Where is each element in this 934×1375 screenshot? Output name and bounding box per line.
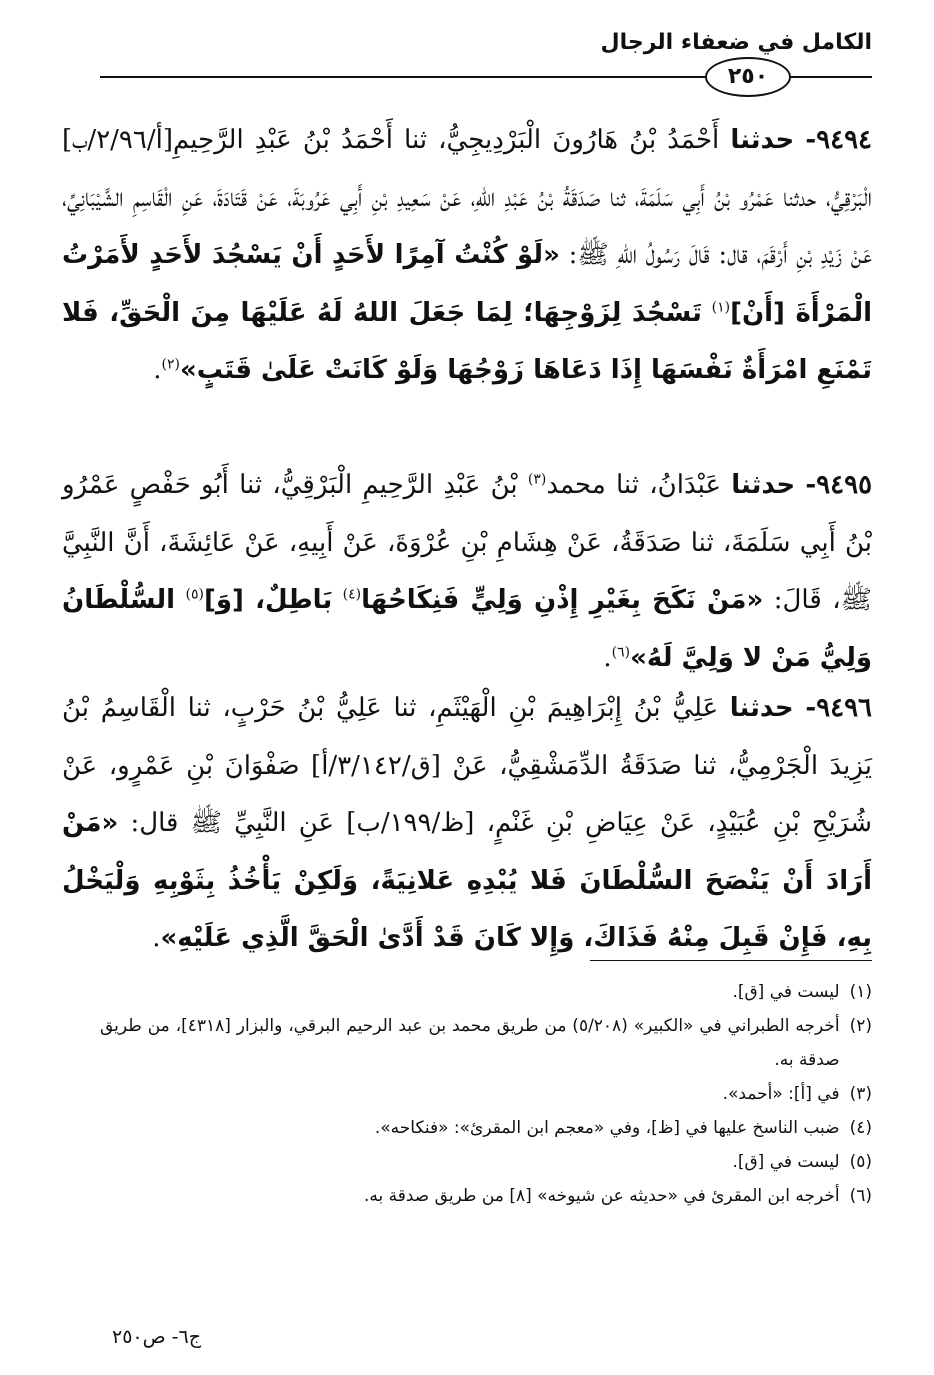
footnote-text: ضبب الناسخ عليها في [ظ]، وفي «معجم ابن المقرئ»: «فنكاحه». [374, 1118, 840, 1138]
hadith-matn-continued: السُّلْطَانُ وَلِيُّ مَنْ لا وَلِيَّ لَهُ» [62, 585, 872, 673]
hadith-matn: «لَوْ كُنْتُ آمِرًا لأَحَدٍ أَنْ يَسْجُدَ لأَحَدٍ لأَمَرْتُ الْمَرْأَةَ [أَنْ] [62, 240, 872, 328]
footnote-marker: (٤) [342, 586, 362, 603]
hadith-matn: «مَنْ نَكَحَ بِغَيْرِ إِذْنِ وَلِيٍّ فَنِكَاحُهَا [361, 585, 764, 615]
footnote-number: (١) [849, 982, 872, 1002]
footnote-number: (٥) [849, 1152, 872, 1172]
footnote-text: أخرجه ابن المقرئ في «حديثه عن شيوخه» [٨] من طريق صدقة به. [363, 1186, 840, 1206]
hadith-isnad: عَلِيُّ بْنُ إِبْرَاهِيمَ بْنِ الْهَيْثَمِ، ثنا عَلِيُّ بْنُ حَرْبٍ، ثنا الْقَاسِمُ بْنُ يَزِيدَ الْجَرْمِيُّ، ثنا صَدَقَةُ الدِّمَشْقِيُّ، عَنْ [ق/٣/١٤٢/أ] صَفْوَانَ بْنِ عَمْرٍو، عَنْ شُرَيْحِ بْنِ عُبَيْدٍ، عَنْ عِيَاضِ بْنِ غَنْمٍ، [ظ/١٩٩/ب] عَنِ النَّبِيِّ ﷺ قال: [62, 693, 872, 838]
footnote-marker: (١) [711, 298, 731, 315]
hadith-ending: . [153, 355, 162, 385]
hadith-text [62, 112, 872, 400]
hadith-ending: . [152, 923, 161, 953]
footnote-marker: (٥) [185, 586, 204, 603]
footnote [100, 1009, 872, 1077]
hadith-number: ٩٤٩٦- [805, 693, 872, 723]
hadith-lead-word: حدثنا [730, 125, 795, 155]
footnotes-rule [590, 960, 872, 961]
hadith-lead-word: حدثنا [731, 470, 796, 500]
footnotes [100, 975, 872, 1213]
footnote-marker: (٦) [611, 643, 631, 660]
hadith-ending: . [603, 642, 612, 673]
footnote [100, 975, 872, 1009]
hadith-matn-continued: بَاطِلٌ، [وَ] [203, 585, 333, 615]
hadith-matn: «مَنْ أَرَادَ أَنْ يَنْصَحَ السُّلْطَانَ فَلا يُبْدِهِ عَلانِيَةً، وَلَكِنْ يَأْخُذُ بِثَوْبِهِ وَلْيَخْلُ بِهِ، فَإِنْ قَبِلَ مِنْهُ فَذَاكَ، وَإِلا كَانَ قَدْ أَدَّىٰ الْحَقَّ الَّذِي عَلَيْهِ» [62, 808, 872, 953]
hadith-isnad-continued: بْنُ عَبْدِ الرَّحِيمِ الْبَرْقِيُّ، ثنا أَبُو حَفْصٍ عَمْرُو بْنُ أَبِي سَلَمَةَ، ثنا صَدَقَةُ، عَنْ هِشَامِ بْنِ عُرْوَةَ، عَنْ أَبِيهِ، عَنْ عَائِشَةَ، أَنَّ النَّبِيَّ ﷺ، قَالَ: [62, 470, 873, 615]
hadith-number: ٩٤٩٥- [805, 470, 873, 500]
footnote [100, 1111, 872, 1145]
hadith-number: ٩٤٩٤- [805, 125, 873, 155]
footnote [100, 1145, 872, 1179]
hadith-text [62, 680, 872, 968]
hadith-9494 [62, 112, 872, 400]
footnote-text: ليست في [ق]. [732, 1152, 840, 1172]
footnote-text: في [أ]: «أحمد». [722, 1084, 840, 1104]
hadith-isnad: أَحْمَدُ بْنُ هَارُونَ الْبَرْدِيجِيُّ، ثنا أَحْمَدُ بْنُ عَبْدِ الرَّحِيمِ[أ/٢/٩٦/ب] الْبَرْقِيُّ، حدثنا عَمْرُو بْنُ أَبِي سَلَمَةَ، ثنا صَدَقَةُ بْنُ عَبْدِ اللهِ، عَنْ سَعِيدِ بْنِ أَبِي عَرُوبَةَ، عَنْ قَتَادَةَ، عَنِ الْقَاسِمِ الشَّيْبَانِيِّ، عَنْ زَيْدِ بْنِ أَرْقَمَ، قال: قَالَ رَسُولُ اللهِ ﷺ: [62, 125, 873, 270]
footnote-text: أخرجه الطبراني في «الكبير» (٥/٢٠٨) من طريق محمد بن عبد الرحيم البرقي، والبزار [٤٣١٨]، من طريق صدقة به. [100, 1016, 840, 1070]
hadith-matn-continued: تَسْجُدَ لِزَوْجِهَا؛ لِمَا جَعَلَ اللهُ لَهُ عَلَيْهَا مِنَ الْحَقِّ، فَلا تَمْنَعِ امْرَأَةٌ نَفْسَهَا إِذَا دَعَاهَا زَوْجُهَا وَلَوْ كَانَتْ عَلَىٰ قَتَبٍ» [62, 297, 872, 385]
footnote-number: (٢) [849, 1016, 872, 1036]
footnote-number: (٦) [849, 1186, 872, 1206]
footnote [100, 1179, 872, 1213]
page-number: ٢٥٠ [705, 57, 791, 97]
footnote-marker: (٣) [527, 471, 547, 488]
footnote-number: (٣) [849, 1084, 872, 1104]
hadith-lead-word: حدثنا [729, 693, 794, 723]
running-title: الكامل في ضعفاء الرجال [600, 30, 872, 55]
volume-page-reference: ج٦- ص٢٥٠ [112, 1326, 201, 1348]
footnote-number: (٤) [849, 1118, 872, 1138]
hadith-text [62, 457, 872, 687]
footnote-text: ليست في [ق]. [732, 982, 840, 1002]
hadith-9495 [62, 457, 872, 687]
hadith-isnad: عَبْدَانُ، ثنا محمد [546, 470, 721, 500]
footnote [100, 1077, 872, 1111]
hadith-9496 [62, 680, 872, 968]
footnote-marker: (٢) [161, 356, 181, 373]
